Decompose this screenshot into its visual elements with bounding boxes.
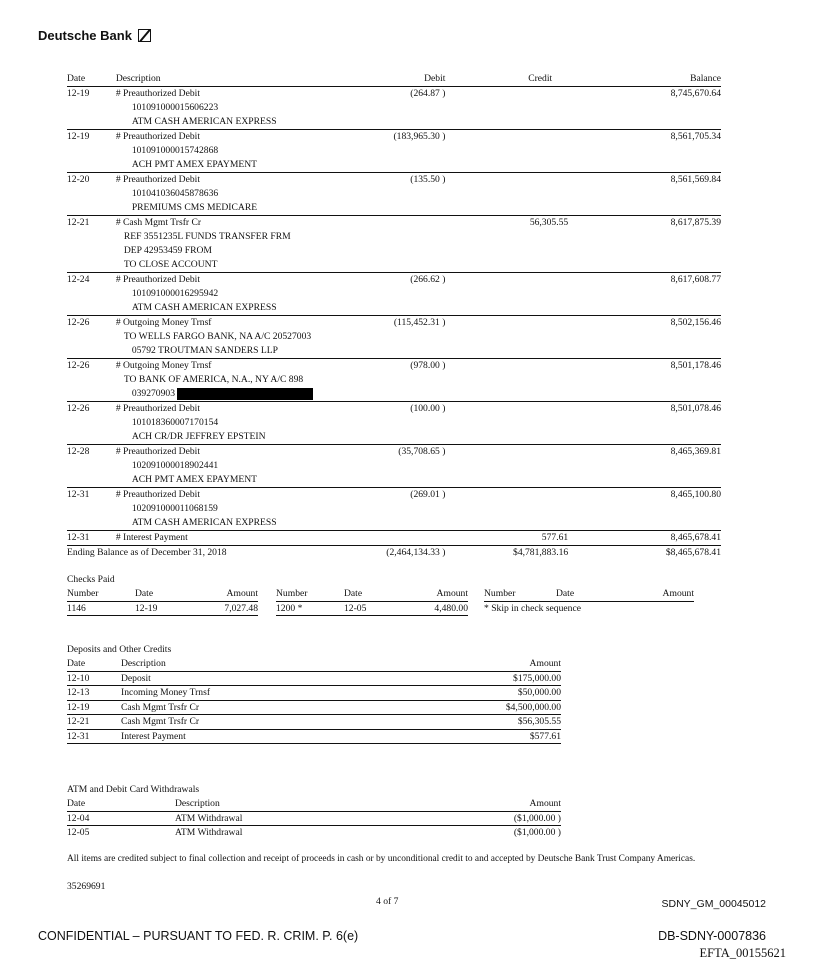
deposit-description: Deposit (121, 671, 421, 686)
deposit-description: Cash Mgmt Trsfr Cr (121, 700, 421, 715)
row-description (116, 130, 376, 173)
deposit-date: 12-10 (67, 671, 121, 686)
row-description (116, 488, 376, 531)
table-row (67, 531, 721, 546)
row-credit (445, 488, 598, 531)
deutsche-bank-slash-icon (138, 29, 151, 42)
row-balance: 8,465,678.41 (598, 531, 721, 546)
row-credit (445, 273, 598, 316)
deposit-description: Cash Mgmt Trsfr Cr (121, 715, 421, 730)
row-line3: ATM CASH AMERICAN EXPRESS (131, 517, 277, 528)
row-line3: 039270903 (131, 388, 175, 399)
row-debit: (269.01 ) (376, 488, 446, 531)
row-line2: 102091000018902441 (131, 460, 219, 471)
row-description (116, 173, 376, 216)
row-type: # Outgoing Money Trnsf (115, 317, 212, 328)
row-line3: DEP 42953459 FROM (123, 245, 212, 256)
check-number: 1200 * (276, 601, 344, 616)
row-date: 12-24 (67, 273, 116, 316)
row-debit: (135.50 ) (376, 173, 446, 216)
row-credit (445, 87, 598, 130)
table-row (67, 402, 721, 445)
checks-header-row (67, 587, 694, 601)
row-type: # Preauthorized Debit (115, 489, 200, 500)
row-line2: TO WELLS FARGO BANK, NA A/C 20527003 (123, 331, 312, 342)
checks-col-date: Date (556, 587, 614, 601)
row-description (116, 87, 376, 130)
atm-header-row (67, 797, 561, 811)
account-reference: 35269691 (67, 881, 106, 892)
row-credit (445, 173, 598, 216)
ending-debit: (2,464,134.33 ) (386, 547, 446, 558)
row-date: 12-19 (67, 130, 116, 173)
checks-table (67, 587, 694, 616)
row-balance: 8,617,875.39 (598, 216, 721, 273)
deposits-col-date: Date (67, 657, 121, 671)
table-row (67, 488, 721, 531)
row-debit: (264.87 ) (376, 87, 446, 130)
row-type: # Cash Mgmt Trsfr Cr (115, 217, 202, 228)
checks-col-amount: Amount (614, 587, 694, 601)
row-date: 12-19 (67, 87, 116, 130)
row-line4: TO CLOSE ACCOUNT (123, 259, 218, 270)
deposits-col-amount: Amount (421, 657, 561, 671)
row-credit (445, 402, 598, 445)
row-debit (376, 531, 446, 546)
row-type: # Preauthorized Debit (115, 174, 200, 185)
row-credit (445, 316, 598, 359)
page-number: 4 of 7 (376, 896, 399, 907)
table-row (67, 87, 721, 130)
col-balance: Balance (598, 72, 721, 87)
deposit-description: Incoming Money Trnsf (121, 686, 421, 701)
row-credit: 577.61 (445, 531, 598, 546)
row-line3: ATM CASH AMERICAN EXPRESS (131, 116, 277, 127)
row-type: # Preauthorized Debit (115, 403, 200, 414)
row-date: 12-28 (67, 445, 116, 488)
table-row (67, 811, 561, 826)
checks-col-date: Date (135, 587, 203, 601)
atm-col-amount: Amount (425, 797, 561, 811)
row-debit (376, 216, 446, 273)
row-date: 12-31 (67, 488, 116, 531)
row-line2: 101091000015606223 (131, 102, 219, 113)
row-line3: ACH PMT AMEX EPAYMENT (131, 474, 258, 485)
transactions-table (67, 72, 721, 560)
deposit-date: 12-31 (67, 729, 121, 744)
row-date: 12-26 (67, 359, 116, 402)
atm-date: 12-05 (67, 827, 90, 838)
atm-amount: ($1,000.00 ) (425, 811, 561, 826)
deposits-title: Deposits and Other Credits (67, 644, 172, 655)
row-credit: 56,305.55 (445, 216, 598, 273)
deposit-amount: $56,305.55 (421, 715, 561, 730)
row-type: # Preauthorized Debit (115, 131, 200, 142)
atm-title: ATM and Debit Card Withdrawals (67, 784, 200, 795)
row-type: # Outgoing Money Trnsf (115, 360, 212, 371)
row-line2: TO BANK OF AMERICA, N.A., NY A/C 898 (123, 374, 304, 385)
row-line3: PREMIUMS CMS MEDICARE (131, 202, 258, 213)
redaction-block (177, 388, 313, 400)
table-row (67, 826, 561, 840)
row-date: 12-26 (67, 316, 116, 359)
row-description (116, 359, 376, 402)
deposit-amount: $577.61 (421, 729, 561, 744)
row-date: 12-21 (67, 216, 116, 273)
bates-number-db: DB-SDNY-0007836 (658, 929, 766, 943)
row-date: 12-31 (67, 531, 116, 546)
checks-col-number: Number (67, 587, 135, 601)
row-line2: 101041036045878636 (131, 188, 219, 199)
ending-balance-label: Ending Balance as of December 31, 2018 (67, 547, 227, 558)
table-row (67, 359, 721, 402)
deposits-col-description: Description (121, 657, 421, 671)
row-line3: ACH PMT AMEX EPAYMENT (131, 159, 258, 170)
confidential-notice: CONFIDENTIAL – PURSUANT TO FED. R. CRIM. P. 6(e) (38, 929, 359, 943)
atm-description: ATM Withdrawal (175, 811, 425, 826)
row-debit: (115,452.31 ) (376, 316, 446, 359)
col-debit: Debit (376, 72, 446, 87)
checks-col-amount: Amount (203, 587, 258, 601)
row-date: 12-26 (67, 402, 116, 445)
checks-col-number: Number (484, 587, 556, 601)
atm-amount: ($1,000.00 ) (513, 827, 561, 838)
col-date: Date (67, 72, 116, 87)
row-line3: 05792 TROUTMAN SANDERS LLP (131, 345, 278, 356)
row-credit (445, 359, 598, 402)
row-balance: 8,465,369.81 (598, 445, 721, 488)
deposit-date: 12-21 (67, 715, 121, 730)
atm-table (67, 797, 561, 840)
row-line2: 101018360007170154 (131, 417, 219, 428)
check-sequence-note: * Skip in check sequence (484, 602, 581, 614)
bates-number-efta: EFTA_00155621 (699, 946, 786, 960)
check-date: 12-05 (344, 601, 412, 616)
ending-balance: $8,465,678.41 (665, 547, 721, 558)
checks-col-date: Date (344, 587, 412, 601)
row-debit: (266.62 ) (376, 273, 446, 316)
atm-col-description: Description (175, 797, 425, 811)
row-debit: (100.00 ) (376, 402, 446, 445)
check-amount: 7,027.48 (203, 601, 258, 616)
check-amount: 4,480.00 (412, 601, 468, 616)
col-description: Description (116, 72, 376, 87)
row-description (116, 445, 376, 488)
row-balance: 8,561,569.84 (598, 173, 721, 216)
deposits-table (67, 657, 561, 744)
row-description (116, 273, 376, 316)
table-row (67, 130, 721, 173)
transactions-header-row (67, 72, 721, 87)
row-balance: 8,465,100.80 (598, 488, 721, 531)
check-date: 12-19 (135, 601, 203, 616)
row-date: 12-20 (67, 173, 116, 216)
deposit-amount: $50,000.00 (421, 686, 561, 701)
disclaimer-text: All items are credited subject to final collection and receipt of proceeds in cash or by unconditional credit to and accepted by Deutsche Bank Trust Company Americas. (67, 854, 696, 864)
row-line2: 101091000015742868 (131, 145, 219, 156)
table-row (67, 700, 561, 715)
checks-title: Checks Paid (67, 574, 115, 585)
atm-date: 12-04 (67, 811, 175, 826)
table-row (67, 601, 694, 616)
table-row (67, 273, 721, 316)
table-row (67, 715, 561, 730)
row-line2: REF 3551235L FUNDS TRANSFER FRM (123, 231, 291, 242)
table-row (67, 216, 721, 273)
row-type: # Preauthorized Debit (115, 446, 200, 457)
deposit-date: 12-13 (67, 686, 121, 701)
ending-credit: $4,781,883.16 (513, 547, 569, 558)
checks-col-amount: Amount (412, 587, 468, 601)
check-number: 1146 (67, 601, 135, 616)
row-balance: 8,745,670.64 (598, 87, 721, 130)
bates-number-top: SDNY_GM_00045012 (661, 898, 766, 910)
col-credit: Credit (445, 72, 598, 87)
table-row (67, 671, 561, 686)
row-balance: 8,501,178.46 (598, 359, 721, 402)
deposit-amount: $175,000.00 (421, 671, 561, 686)
row-balance: 8,561,705.34 (598, 130, 721, 173)
deposit-date: 12-19 (67, 700, 121, 715)
row-credit (445, 130, 598, 173)
row-debit: (35,708.65 ) (376, 445, 446, 488)
row-type: # Interest Payment (115, 532, 188, 543)
table-row (67, 173, 721, 216)
bank-logo (38, 28, 151, 43)
atm-description: ATM Withdrawal (175, 827, 243, 838)
row-balance: 8,502,156.46 (598, 316, 721, 359)
row-type: # Preauthorized Debit (115, 88, 200, 99)
row-description (116, 531, 376, 546)
row-line3: ACH CR/DR JEFFREY EPSTEIN (131, 431, 266, 442)
row-debit: (978.00 ) (376, 359, 446, 402)
table-row (67, 445, 721, 488)
row-line3: ATM CASH AMERICAN EXPRESS (131, 302, 277, 313)
atm-col-date: Date (67, 797, 175, 811)
row-description (116, 402, 376, 445)
table-row (67, 729, 561, 744)
row-line2: 101091000016295942 (131, 288, 219, 299)
row-description (116, 316, 376, 359)
table-row (67, 316, 721, 359)
ending-balance-row (67, 546, 721, 561)
row-type: # Preauthorized Debit (115, 274, 200, 285)
deposits-header-row (67, 657, 561, 671)
row-credit (445, 445, 598, 488)
row-balance: 8,501,078.46 (598, 402, 721, 445)
row-debit: (183,965.30 ) (376, 130, 446, 173)
row-line2: 102091000011068159 (131, 503, 218, 514)
checks-col-number: Number (276, 587, 344, 601)
brand-name: Deutsche Bank (38, 28, 132, 43)
row-balance: 8,617,608.77 (598, 273, 721, 316)
deposit-amount: $4,500,000.00 (421, 700, 561, 715)
row-description (116, 216, 376, 273)
table-row (67, 686, 561, 701)
deposit-description: Interest Payment (121, 729, 421, 744)
